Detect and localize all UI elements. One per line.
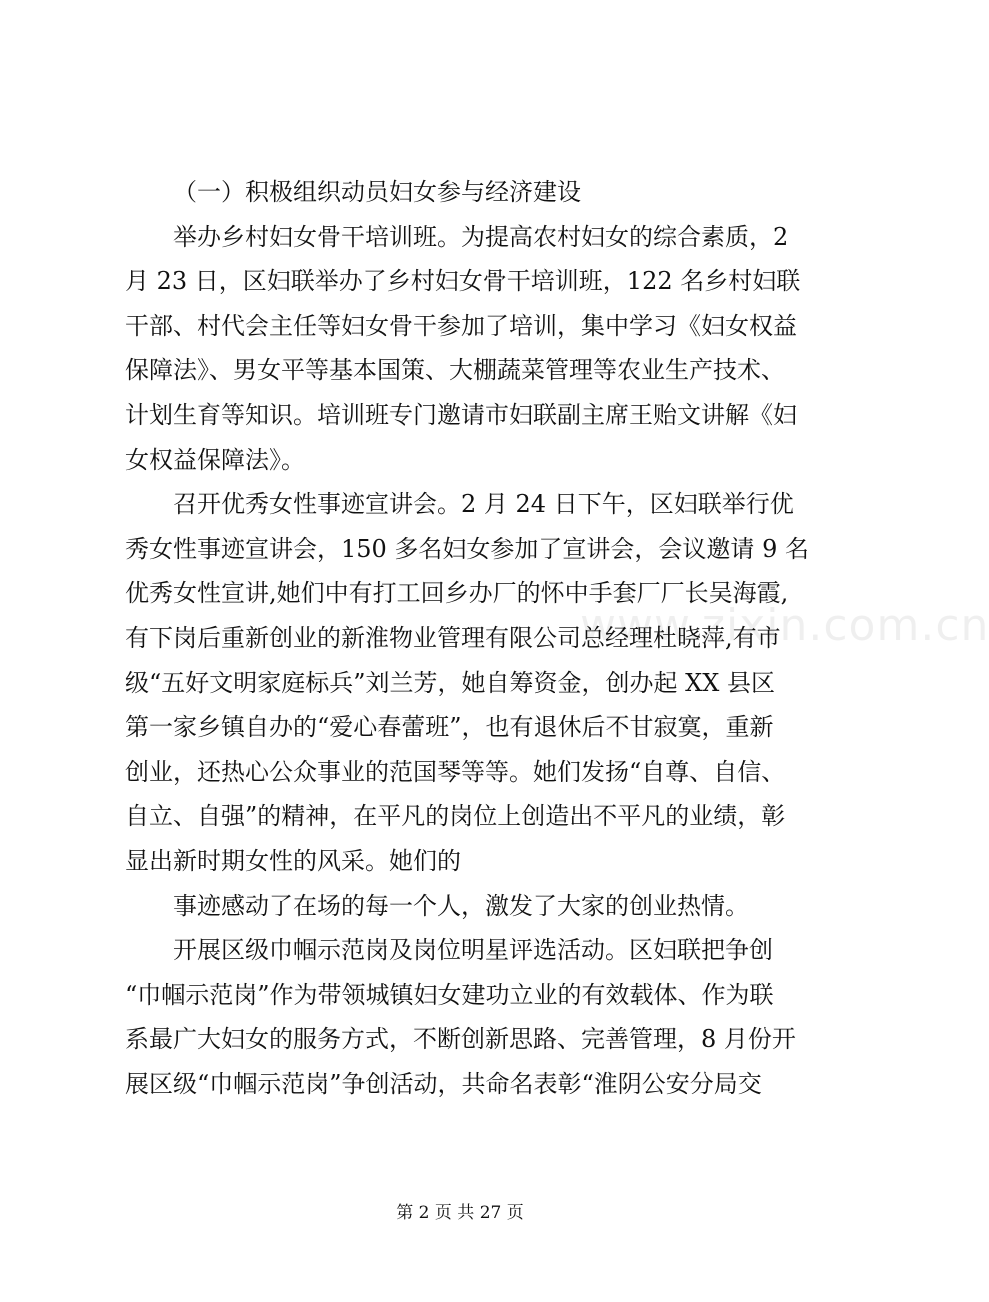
text-line: 级“五好文明家庭标兵”刘兰芳，她自筹资金，创办起 XX 县区 (125, 668, 775, 697)
text-line: 召开优秀女性事迹宣讲会。2 月 24 日下午，区妇联举行优 (173, 490, 794, 519)
text-line: 秀女性事迹宣讲会，150 多名妇女参加了宣讲会，会议邀请 9 名 (125, 534, 809, 563)
text-line: 系最广大妇女的服务方式，不断创新思路、完善管理，8 月份开 (125, 1025, 796, 1054)
text-line: 干部、村代会主任等妇女骨干参加了培训，集中学习《妇女权益 (125, 311, 797, 340)
text-line: 保障法》、男女平等基本国策、大棚蔬菜管理等农业生产技术、 (125, 356, 785, 385)
text-line: 第一家乡镇自办的“爱心春蕾班”，也有退休后不甘寂寞，重新 (125, 713, 774, 742)
text-line: “巾帼示范岗”作为带领城镇妇女建功立业的有效载体、作为联 (125, 980, 774, 1009)
text-line: 展区级“巾帼示范岗”争创活动，共命名表彰“淮阴公安分局交 (125, 1069, 762, 1098)
text-line: 月 23 日，区妇联举办了乡村妇女骨干培训班，122 名乡村妇联 (125, 267, 801, 296)
page-footer: 第 2 页 共 27 页 (396, 1203, 524, 1223)
text-line: 女权益保障法》。 (125, 445, 305, 474)
text-line: （一）积极组织动员妇女参与经济建设 (173, 178, 581, 206)
text-line: 举办乡村妇女骨干培训班。为提高农村妇女的综合素质，2 (173, 222, 789, 251)
text-line: 显出新时期女性的风采。她们的 (125, 846, 461, 875)
text-line: 事迹感动了在场的每一个人，激发了大家的创业热情。 (173, 891, 749, 920)
text-line: 创业，还热心公众事业的范国琴等等。她们发扬“自尊、自信、 (125, 757, 786, 786)
text-line: 有下岗后重新创业的新淮物业管理有限公司总经理杜晓萍,有市 (125, 623, 781, 652)
text-line: 自立、自强”的精神，在平凡的岗位上创造出不平凡的业绩，彰 (125, 802, 786, 831)
text-line: 优秀女性宣讲,她们中有打工回乡办厂的怀中手套厂厂长吴海霞, (125, 579, 789, 608)
text-line: 开展区级巾帼示范岗及岗位明星评选活动。区妇联把争创 (173, 936, 773, 965)
watermark-text: www.zixin.com.cn (580, 600, 989, 651)
text-line: 计划生育等知识。培训班专门邀请市妇联副主席王贻文讲解《妇 (125, 400, 797, 429)
